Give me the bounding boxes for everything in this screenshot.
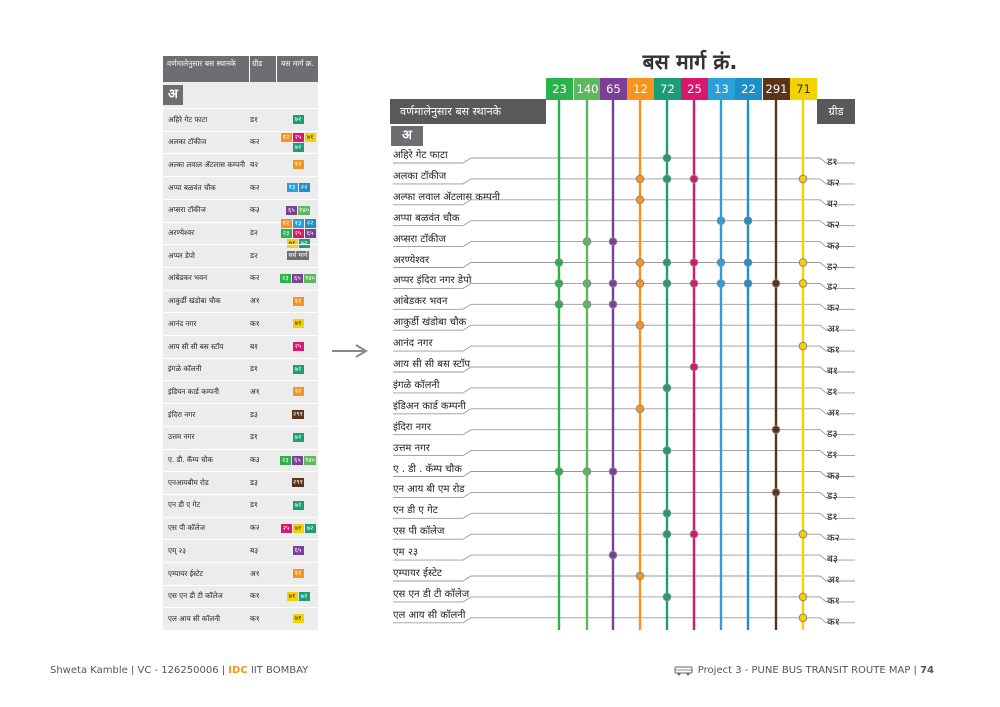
stop-grid: क२ bbox=[827, 177, 840, 189]
row-stop-name: अलका टॉकीज bbox=[168, 137, 207, 147]
map-letter-heading: अ bbox=[391, 126, 423, 146]
route-badge: ७२ bbox=[293, 365, 304, 374]
stop-name: अल्फा लवाल ॲटलास कम्पनी bbox=[393, 191, 500, 203]
stop-name: आनंद नगर bbox=[393, 338, 433, 350]
route-header-65: 65 bbox=[600, 78, 627, 100]
stop-marker bbox=[636, 405, 644, 413]
route-badge: ६५ bbox=[286, 206, 297, 215]
row-grid: ब१ bbox=[250, 341, 259, 351]
stop-grid: ड३ bbox=[827, 428, 838, 440]
stop-marker bbox=[583, 280, 591, 288]
row-grid: ड१ bbox=[250, 432, 258, 442]
source-table-rows bbox=[163, 108, 318, 630]
table-row bbox=[163, 267, 318, 289]
stop-grid: क२ bbox=[827, 303, 840, 315]
route-header-23: 23 bbox=[546, 78, 573, 100]
stop-marker bbox=[609, 280, 617, 288]
row-routes bbox=[278, 160, 318, 169]
row-stop-name: अहिरे गेट फाटा bbox=[168, 114, 208, 124]
stop-grid: ड१ bbox=[827, 386, 838, 398]
row-routes bbox=[278, 501, 318, 510]
route-badge: १४० bbox=[304, 455, 316, 464]
row-routes bbox=[278, 387, 318, 396]
stop-name: अरण्येश्वर bbox=[393, 254, 430, 266]
row-grid: क१ bbox=[250, 318, 260, 328]
stop-grid: ड२ bbox=[827, 261, 838, 273]
row-grid: क२ bbox=[250, 523, 260, 533]
table-row bbox=[163, 494, 318, 516]
route-badge: ७१ bbox=[293, 524, 304, 533]
stop-marker bbox=[663, 259, 671, 267]
stop-marker bbox=[636, 259, 644, 267]
route-badge: १२ bbox=[293, 297, 304, 306]
route-badge: २२ bbox=[305, 219, 316, 228]
footer-project: Project 3 - PUNE BUS TRANSIT ROUTE MAP | 74 bbox=[674, 665, 934, 676]
route-header-291: 291 bbox=[763, 78, 790, 100]
table-row bbox=[163, 176, 318, 198]
route-badge: १२ bbox=[293, 569, 304, 578]
route-badge: ७२ bbox=[293, 143, 304, 152]
stop-marker bbox=[663, 510, 671, 518]
row-stop-name: अप्पा बळवंत चौक bbox=[168, 182, 216, 192]
stop-marker bbox=[799, 342, 807, 350]
stop-name: आय सी सी बस स्टॉप bbox=[393, 359, 471, 370]
stop-marker bbox=[744, 217, 752, 225]
route-badge: ७२ bbox=[293, 433, 304, 442]
stop-grid: ड२ bbox=[827, 282, 838, 294]
stop-grid: क२ bbox=[827, 533, 840, 545]
stop-name: अहिरे गेट फाटा bbox=[393, 150, 448, 161]
route-badge: २५ bbox=[293, 342, 304, 351]
table-row bbox=[163, 380, 318, 402]
row-grid: ड१ bbox=[250, 500, 258, 510]
row-stop-name: एल आय सी कॉलनी bbox=[168, 613, 221, 623]
stop-name: इंडिअन कार्ड कम्पनी bbox=[393, 400, 466, 412]
stop-grid: ड१ bbox=[827, 449, 838, 461]
stop-marker bbox=[744, 259, 752, 267]
row-grid: अ१ bbox=[250, 386, 260, 396]
row-routes bbox=[278, 365, 318, 374]
route-header-12: 12 bbox=[627, 78, 654, 100]
map-stops-header: वर्णमालेनुसार बस स्थानके bbox=[390, 99, 546, 124]
source-table-header bbox=[163, 56, 318, 82]
stop-grid: क२ bbox=[827, 219, 840, 231]
stop-marker bbox=[663, 384, 671, 392]
table-row bbox=[163, 449, 318, 471]
stop-marker bbox=[609, 468, 617, 476]
table-row bbox=[163, 562, 318, 584]
stop-marker bbox=[609, 551, 617, 559]
row-stop-name: अल्का लवाल ॲटलास कम्पनी bbox=[168, 159, 246, 169]
stop-marker bbox=[799, 280, 807, 288]
stop-marker bbox=[583, 468, 591, 476]
table-row bbox=[163, 108, 318, 130]
row-grid: ड२ bbox=[250, 228, 258, 237]
row-stop-name: ए. डी. कॅम्प चौक bbox=[168, 455, 213, 464]
route-badge: १२ bbox=[281, 219, 292, 228]
row-stop-name: आनंद नगर bbox=[168, 318, 197, 328]
stop-marker bbox=[690, 259, 698, 267]
stop-name: उत्तम नगर bbox=[393, 442, 430, 454]
row-routes bbox=[278, 183, 318, 192]
stop-name: एस एन डी टी कॉलेज bbox=[393, 588, 470, 600]
row-stop-name: इंगळे कॉलनी bbox=[168, 364, 202, 374]
table-row bbox=[163, 403, 318, 425]
stop-marker bbox=[583, 301, 591, 309]
stop-name: अप्पर इंदिरा नगर डेपो bbox=[393, 275, 472, 287]
stop-marker bbox=[799, 614, 807, 622]
route-badge: २९१ bbox=[292, 410, 304, 419]
row-stop-name: उत्तम नगर bbox=[168, 432, 195, 442]
route-badge: १३ bbox=[287, 183, 298, 192]
stop-marker bbox=[636, 196, 644, 204]
row-stop-name: अरण्येश्वर bbox=[168, 228, 195, 237]
row-routes bbox=[278, 410, 318, 419]
stop-marker bbox=[636, 175, 644, 183]
route-badge: १२ bbox=[281, 133, 292, 142]
row-grid: क३ bbox=[250, 205, 260, 215]
row-routes bbox=[278, 297, 318, 306]
route-badge: ७२ bbox=[299, 239, 310, 248]
table-row bbox=[163, 290, 318, 312]
stop-name: एम्पायर ईस्टेट bbox=[393, 568, 442, 579]
stop-grid: क१ bbox=[827, 595, 840, 607]
row-stop-name: एस पी कॉलेज bbox=[168, 523, 205, 533]
row-stop-name: एस एन डी टी कॉलेज bbox=[168, 591, 223, 601]
route-header-13: 13 bbox=[708, 78, 735, 100]
row-stop-name: अप्सरा टॉकीज bbox=[168, 205, 206, 215]
row-routes bbox=[278, 115, 318, 124]
stop-grid: ब२ bbox=[827, 198, 838, 210]
route-badge: ७२ bbox=[293, 115, 304, 124]
row-routes bbox=[278, 342, 318, 351]
table-row bbox=[163, 312, 318, 334]
row-grid: ड१ bbox=[250, 114, 258, 124]
row-grid: क३ bbox=[250, 455, 260, 464]
route-badge: २३ bbox=[280, 274, 291, 283]
route-badge: ७१ bbox=[293, 614, 304, 623]
route-badge: ७१ bbox=[305, 133, 316, 142]
table-row bbox=[163, 517, 318, 539]
stop-name: अप्सरा टॉकीज bbox=[393, 233, 446, 245]
row-stop-name: एम् २३ bbox=[168, 545, 187, 555]
stop-grid: अ१ bbox=[827, 407, 840, 419]
row-stop-name: एम्पायर ईस्टेट bbox=[168, 568, 204, 578]
footer-author: Shweta Kamble | VC - 126250006 | IDC IIT BOMBAY bbox=[50, 665, 309, 676]
row-routes bbox=[278, 274, 318, 283]
route-header-25: 25 bbox=[681, 78, 708, 100]
stop-marker bbox=[690, 363, 698, 371]
table-row bbox=[163, 358, 318, 380]
stop-name: एन आय बी एम रोड bbox=[393, 484, 465, 496]
row-routes bbox=[278, 614, 318, 623]
row-routes bbox=[278, 133, 318, 152]
row-grid: अ१ bbox=[250, 568, 260, 578]
route-header-71: 71 bbox=[790, 78, 817, 100]
route-badge: २२ bbox=[299, 183, 310, 192]
row-stop-name: इंदिरा नगर bbox=[168, 409, 196, 419]
stop-marker bbox=[717, 217, 725, 225]
row-grid: ड३ bbox=[250, 409, 258, 419]
stop-marker bbox=[744, 280, 752, 288]
row-grid: क२ bbox=[250, 182, 260, 192]
table-row bbox=[163, 585, 318, 607]
route-badge: २५ bbox=[281, 524, 292, 533]
stop-marker bbox=[583, 238, 591, 246]
stop-marker bbox=[772, 489, 780, 497]
stop-marker bbox=[663, 447, 671, 455]
table-row bbox=[163, 218, 318, 247]
table-row bbox=[163, 335, 318, 357]
map-grid-header: ग्रीड bbox=[817, 99, 855, 124]
route-badge: १३ bbox=[293, 219, 304, 228]
header-routes: बस मार्ग क्र. bbox=[281, 59, 314, 68]
stop-grid: ब३ bbox=[827, 554, 838, 566]
stop-grid: ड१ bbox=[827, 157, 838, 168]
row-stop-name: इंडियन कार्ड कम्पनी bbox=[168, 386, 219, 396]
row-grid: क१ bbox=[250, 613, 260, 623]
route-badge: १२ bbox=[293, 160, 304, 169]
row-routes bbox=[278, 219, 318, 248]
row-grid: अ१ bbox=[250, 296, 260, 306]
row-routes bbox=[278, 592, 318, 601]
row-routes bbox=[278, 206, 318, 215]
row-stop-name: आय सी सी बस स्टॉप bbox=[168, 341, 224, 351]
row-grid: ब२ bbox=[250, 159, 259, 169]
row-stop-name: एनआयबीम रोड bbox=[168, 477, 209, 487]
stop-marker bbox=[663, 280, 671, 288]
header-grid: ग्रीड bbox=[250, 56, 277, 82]
row-stop-name: अप्पर डेपो bbox=[168, 250, 195, 260]
stop-name: एल आय सी कॉलनी bbox=[393, 609, 466, 621]
route-badge: ७२ bbox=[305, 524, 316, 533]
row-routes bbox=[278, 433, 318, 442]
table-row bbox=[163, 199, 318, 221]
stop-marker bbox=[636, 321, 644, 329]
table-row bbox=[163, 131, 318, 153]
stop-marker bbox=[690, 530, 698, 538]
row-routes bbox=[278, 319, 318, 328]
row-stop-name: आंबेडकर भवन bbox=[168, 273, 208, 283]
route-badge: २५ bbox=[293, 229, 304, 238]
stop-name: ए . डी . कॅम्प चौक bbox=[393, 463, 462, 475]
stop-marker bbox=[609, 301, 617, 309]
route-badge: ७१ bbox=[287, 592, 298, 601]
table-row bbox=[163, 539, 318, 561]
route-badge: ६५ bbox=[292, 274, 303, 283]
stop-marker bbox=[799, 259, 807, 267]
stop-marker bbox=[690, 175, 698, 183]
stop-name: अप्पा बळवंत चौक bbox=[393, 212, 460, 224]
route-badge: १२ bbox=[293, 387, 304, 396]
row-routes bbox=[278, 524, 318, 533]
stop-marker bbox=[636, 572, 644, 580]
stop-marker bbox=[717, 280, 725, 288]
header-stops: वर्णमालेनुसार बस स्थानके bbox=[163, 56, 250, 82]
route-badge: ६५ bbox=[292, 456, 303, 465]
row-routes bbox=[278, 569, 318, 578]
stop-grid: क३ bbox=[827, 470, 840, 482]
stop-grid: ब१ bbox=[827, 366, 838, 377]
row-grid: क२ bbox=[250, 273, 260, 283]
route-badge: ६५ bbox=[305, 229, 316, 238]
stop-name: आंबेडकर भवन bbox=[393, 296, 448, 308]
table-row bbox=[163, 426, 318, 448]
stop-marker bbox=[663, 175, 671, 183]
route-badge: १४० bbox=[298, 205, 310, 214]
stop-marker bbox=[799, 593, 807, 601]
stop-marker bbox=[663, 593, 671, 601]
arrow-right-icon bbox=[330, 343, 370, 359]
route-badge: सर्व मार्ग bbox=[288, 251, 308, 260]
stop-marker bbox=[663, 530, 671, 538]
row-grid: ब३ bbox=[250, 545, 259, 555]
row-grid: ड२ bbox=[250, 250, 258, 260]
stop-grid: अ१ bbox=[827, 575, 840, 586]
route-badge: १४० bbox=[304, 273, 316, 282]
route-badge: ७२ bbox=[299, 592, 310, 601]
route-badge: २३ bbox=[280, 456, 291, 465]
stop-name: एस पी कॉलेज bbox=[393, 526, 445, 538]
stop-marker bbox=[717, 259, 725, 267]
stop-name: आकुर्डी खंडोबा चौक bbox=[393, 317, 467, 329]
table-row bbox=[163, 607, 318, 629]
stop-name: एम २३ bbox=[393, 547, 419, 559]
row-routes bbox=[278, 478, 318, 487]
stop-grid: क३ bbox=[827, 240, 840, 252]
row-stop-name: आकुर्डी खंडोबा चौक bbox=[168, 296, 221, 306]
stop-grid: क१ bbox=[827, 345, 840, 357]
row-routes bbox=[278, 546, 318, 555]
bus-icon bbox=[674, 666, 694, 676]
route-badge: २३ bbox=[281, 229, 292, 238]
table-row bbox=[163, 244, 318, 266]
stop-name: इंदिरा नगर bbox=[393, 421, 431, 433]
route-badge: ७२ bbox=[293, 501, 304, 510]
row-grid: ड३ bbox=[250, 477, 258, 487]
stop-marker bbox=[636, 280, 644, 288]
route-badge: २५ bbox=[293, 133, 304, 142]
row-routes bbox=[278, 251, 318, 260]
row-grid: क१ bbox=[250, 591, 260, 601]
stop-name: एन डी ए गेट bbox=[393, 505, 438, 517]
route-header-22: 22 bbox=[735, 78, 762, 100]
table-row bbox=[163, 471, 318, 493]
stop-marker bbox=[609, 238, 617, 246]
stop-grid: ड१ bbox=[827, 512, 838, 524]
route-badge: ७१ bbox=[287, 239, 298, 248]
row-grid: ड१ bbox=[250, 364, 258, 374]
route-badge: ६५ bbox=[293, 546, 304, 555]
row-routes bbox=[278, 456, 318, 465]
route-header-72: 72 bbox=[654, 78, 681, 100]
row-grid: क२ bbox=[250, 137, 260, 147]
row-stop-name: एन डी ए गेट bbox=[168, 500, 201, 510]
table-row bbox=[163, 153, 318, 175]
stop-grid: अ१ bbox=[827, 324, 840, 336]
map-title: बस मार्ग क्रं. bbox=[642, 50, 738, 74]
stop-marker bbox=[663, 154, 671, 162]
stop-grid: ड३ bbox=[827, 491, 838, 503]
source-table bbox=[163, 56, 318, 630]
stop-name: अलका टॉकीज bbox=[393, 170, 447, 182]
route-badge: २९१ bbox=[292, 478, 304, 487]
stop-grid: क१ bbox=[827, 616, 840, 628]
stop-marker bbox=[799, 530, 807, 538]
stop-name: इंगळे कॉलनी bbox=[393, 379, 440, 391]
letter-heading: अ bbox=[163, 84, 318, 106]
stop-marker bbox=[772, 426, 780, 434]
stop-marker bbox=[772, 280, 780, 288]
route-header-140: 140 bbox=[574, 78, 601, 100]
route-badge: ७१ bbox=[293, 319, 304, 328]
stop-marker bbox=[690, 280, 698, 288]
stop-marker bbox=[799, 175, 807, 183]
